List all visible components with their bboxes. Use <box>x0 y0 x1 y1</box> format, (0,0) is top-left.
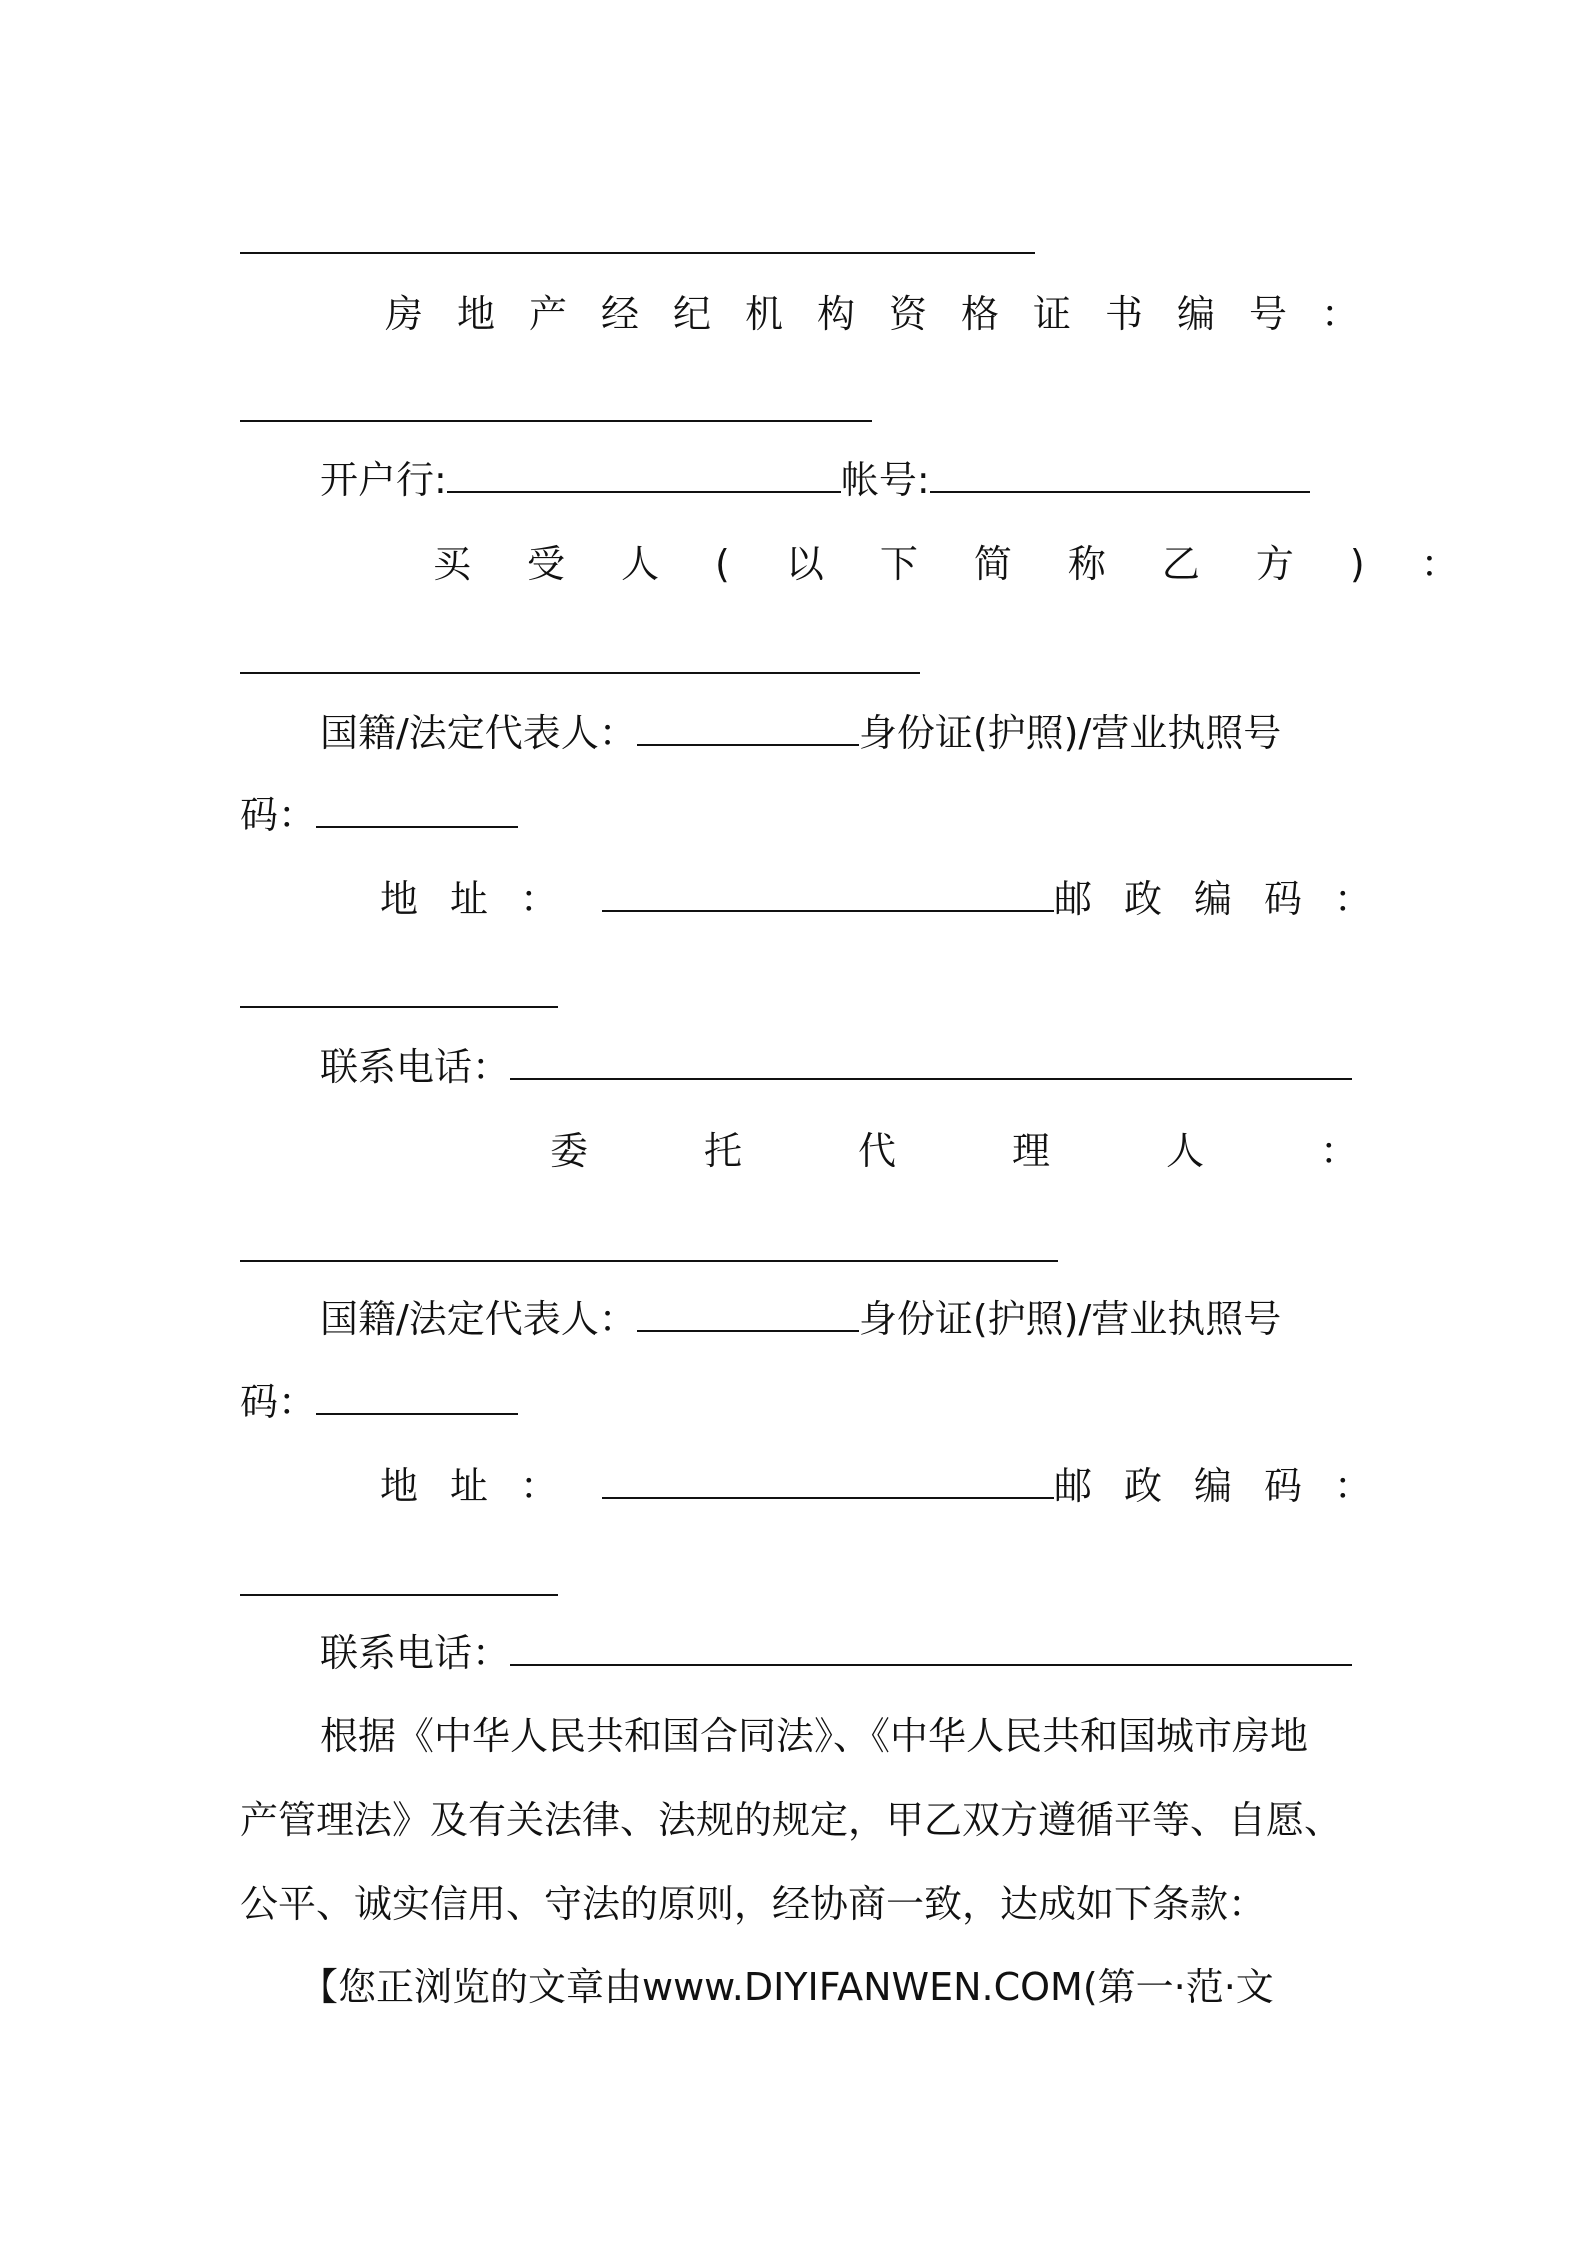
paragraph-text: 根据《中华人民共和国合同法》、《中华人民共和国城市房地 <box>320 1714 1309 1758</box>
id-number-row-1 <box>240 788 1356 841</box>
phone-label: 联系电话： <box>320 1045 511 1089</box>
nationality-label: 国籍/法定代表人： <box>320 711 637 755</box>
phone-label: 联系电话： <box>320 1631 511 1675</box>
address-blank <box>602 1459 1054 1499</box>
id-label: 身份证(护照)/营业执照号 <box>858 1297 1282 1341</box>
id-number-row-2 <box>240 1375 1356 1428</box>
blank-line <box>240 672 920 674</box>
buyer-label: 买受人(以下简称乙方)： <box>433 542 1515 586</box>
source-notice-text: 【您正浏览的文章由www.DIYIFANWEN.COM(第一·范·文 <box>300 1965 1274 2009</box>
address-row-1 <box>240 872 1405 925</box>
buyer-label-row <box>240 538 1515 590</box>
id-label: 身份证(护照)/营业执照号 <box>858 711 1282 755</box>
agency-cert-label <box>240 288 1394 340</box>
bank-blank <box>447 453 841 493</box>
nationality-blank <box>637 706 859 746</box>
nationality-label: 国籍/法定代表人： <box>320 1297 637 1341</box>
phone-blank <box>510 1626 1352 1666</box>
address-blank <box>602 872 1054 912</box>
source-notice <box>240 1961 1356 2013</box>
paragraph-text: 公平、诚实信用、守法的原则，经协商一致，达成如下条款： <box>240 1882 1267 1926</box>
phone-row-2 <box>240 1626 1356 1679</box>
id-label-cont: 码： <box>240 793 317 837</box>
agent-label: 委托代理人： <box>550 1129 1475 1173</box>
blank-line <box>240 1594 558 1596</box>
paragraph-line-3 <box>240 1878 1356 1930</box>
blank-line <box>240 1006 558 1008</box>
paragraph-line-2 <box>240 1794 1356 1846</box>
account-blank <box>930 453 1310 493</box>
agency-cert-text: 房地产经纪机构资格证书编号： <box>385 292 1394 336</box>
phone-blank <box>510 1040 1352 1080</box>
id-label-cont: 码： <box>240 1380 317 1424</box>
paragraph-text: 产管理法》及有关法律、法规的规定，甲乙双方遵循平等、自愿、 <box>240 1798 1343 1842</box>
blank-line <box>240 252 1035 254</box>
bank-label: 开户行: <box>320 458 447 502</box>
agent-label-row <box>240 1125 1475 1177</box>
id-blank <box>316 788 518 828</box>
blank-line <box>240 1260 1058 1262</box>
blank-line <box>240 420 872 422</box>
address-label: 地址： <box>380 877 591 921</box>
bank-account-row <box>240 453 1356 506</box>
address-row-2 <box>240 1459 1405 1512</box>
address-label: 地址： <box>380 1464 591 1508</box>
postcode-label: 邮政编码： <box>1054 1464 1405 1508</box>
nationality-blank <box>637 1292 859 1332</box>
paragraph-line-1 <box>240 1710 1356 1762</box>
phone-row-1 <box>240 1040 1356 1093</box>
postcode-label: 邮政编码： <box>1054 877 1405 921</box>
nationality-row-1 <box>240 706 1356 759</box>
account-label: 帐号: <box>840 458 930 502</box>
nationality-row-2 <box>240 1292 1356 1345</box>
id-blank <box>316 1375 518 1415</box>
